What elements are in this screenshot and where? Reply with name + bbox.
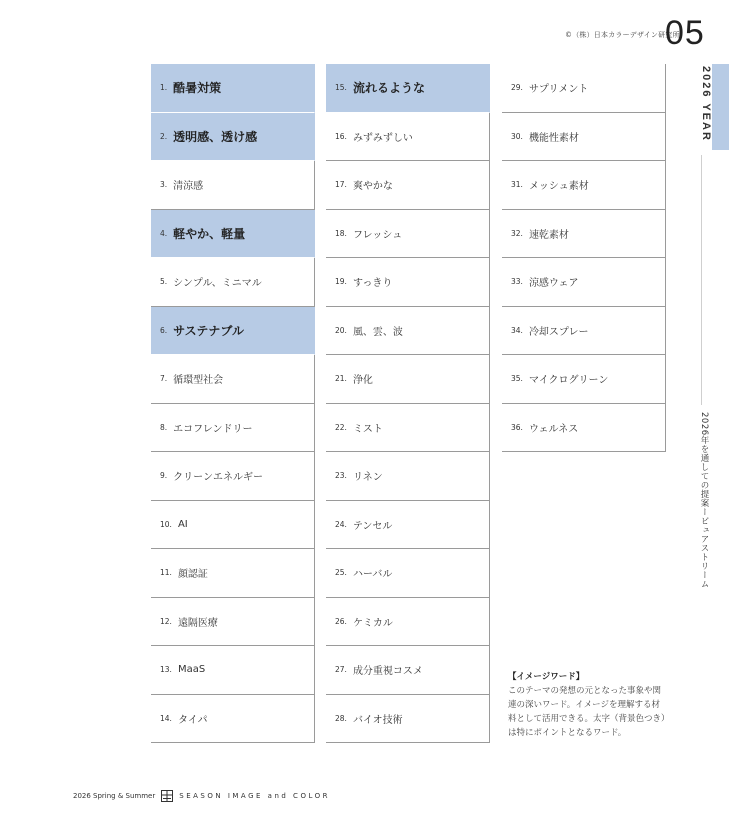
footer-season: 2026 Spring & Summer [73, 792, 156, 800]
word-label: タイパ [177, 714, 208, 726]
image-word-note [508, 670, 668, 740]
word-number: 31. [511, 180, 523, 190]
word-cell [326, 549, 490, 598]
word-label: ミスト [352, 423, 383, 435]
word-cell [502, 113, 666, 162]
word-number: 8. [160, 422, 168, 432]
word-column-2 [326, 64, 490, 743]
word-label: 遠隔医療 [177, 617, 218, 629]
word-column-3 [502, 64, 666, 452]
sidebar-divider [701, 155, 702, 405]
word-number: 1. [160, 83, 168, 93]
word-number: 30. [511, 131, 523, 141]
word-cell [502, 307, 666, 356]
word-number: 6. [160, 325, 168, 335]
word-cell [326, 161, 490, 210]
word-cell [502, 210, 666, 259]
note-title: 【イメージワード】 [508, 672, 585, 682]
word-number: 24. [335, 519, 347, 529]
word-label: 浄化 [352, 375, 373, 387]
footer [73, 790, 330, 802]
word-cell [326, 452, 490, 501]
word-cell [151, 355, 315, 404]
word-number: 25. [335, 568, 347, 578]
word-cell [502, 404, 666, 453]
word-label: ケミカル [352, 617, 393, 629]
word-label: リネン [352, 472, 383, 484]
word-label: 機能性素材 [528, 132, 579, 144]
word-label: エコフレンドリー [173, 423, 253, 435]
word-cell [326, 695, 490, 744]
word-number: 35. [511, 374, 523, 384]
word-cell [326, 598, 490, 647]
word-cell [151, 549, 315, 598]
word-cell [151, 404, 315, 453]
note-body: このテーマの発想の元となった事象や関連の深いワード。イメージを理解する材料として活用できる。太字（背景色つき）は特にポイントとなるワード。 [508, 686, 666, 738]
page-number: 05 [665, 14, 705, 52]
word-label: 風、雲、波 [352, 326, 403, 338]
word-cell [502, 355, 666, 404]
word-number: 4. [160, 228, 168, 238]
footer-brand: SEASON IMAGE and COLOR [179, 792, 330, 800]
word-label: ハーバル [352, 569, 393, 581]
word-number: 23. [335, 471, 347, 481]
word-cell [151, 646, 315, 695]
word-number: 36. [511, 422, 523, 432]
word-number: 22. [335, 422, 347, 432]
brand-logo-icon [161, 790, 173, 802]
word-cell [326, 113, 490, 162]
word-label: 循環型社会 [173, 375, 224, 387]
word-cell [151, 64, 315, 113]
word-cell [151, 307, 315, 356]
word-label: 涼感ウェア [528, 278, 579, 290]
word-label: 流れるような [352, 81, 425, 96]
word-number: 16. [335, 131, 347, 141]
word-cell [502, 161, 666, 210]
word-cell [151, 598, 315, 647]
year-label: 2026 YEAR [700, 66, 712, 142]
word-label: 速乾素材 [528, 229, 569, 241]
word-cell [326, 355, 490, 404]
word-number: 5. [160, 277, 168, 287]
word-label: 爽やかな [352, 181, 393, 193]
word-cell [502, 64, 666, 113]
word-label: サステナブル [173, 323, 244, 338]
word-number: 34. [511, 325, 523, 335]
word-number: 14. [160, 713, 172, 723]
word-cell [326, 64, 490, 113]
word-label: フレッシュ [352, 229, 403, 241]
word-cell [151, 501, 315, 550]
word-number: 18. [335, 228, 347, 238]
word-number: 15. [335, 83, 347, 93]
word-cell [326, 258, 490, 307]
word-cell [151, 452, 315, 501]
word-label: マイクログリーン [528, 375, 609, 387]
word-cell [151, 210, 315, 259]
word-cell [151, 113, 315, 162]
word-number: 13. [160, 665, 172, 675]
word-label: バイオ技術 [352, 714, 403, 726]
word-label: 顔認証 [177, 569, 208, 581]
word-number: 11. [160, 568, 172, 578]
word-label: シンプル、ミニマル [173, 278, 262, 290]
word-number: 12. [160, 616, 172, 626]
word-number: 17. [335, 180, 347, 190]
sidebar-title: 2026年を通しての提案ービュアストリーム [699, 412, 709, 589]
word-label: すっきり [352, 278, 393, 290]
word-number: 2. [160, 131, 168, 141]
word-label: メッシュ素材 [528, 181, 589, 193]
word-number: 26. [335, 616, 347, 626]
word-cell [326, 404, 490, 453]
word-number: 29. [511, 83, 523, 93]
word-label: サプリメント [528, 84, 589, 96]
copyright-text: ©（株）日本カラーデザイン研究所 [565, 31, 680, 39]
word-cell [151, 161, 315, 210]
word-number: 19. [335, 277, 347, 287]
word-label: みずみずしい [352, 132, 413, 144]
word-cell [326, 307, 490, 356]
word-number: 10. [160, 519, 172, 529]
word-label: 冷却スプレー [528, 326, 589, 338]
word-cell [326, 501, 490, 550]
word-label: 透明感、透け感 [173, 129, 258, 144]
word-number: 32. [511, 228, 523, 238]
word-number: 33. [511, 277, 523, 287]
word-label: テンセル [352, 520, 393, 532]
word-number: 28. [335, 713, 347, 723]
word-cell [326, 646, 490, 695]
word-label: 軽やか、軽量 [173, 226, 246, 241]
word-number: 27. [335, 665, 347, 675]
word-number: 7. [160, 374, 168, 384]
word-label: 清涼感 [173, 181, 204, 193]
word-cell [326, 210, 490, 259]
year-tab [712, 64, 729, 150]
word-label: MaaS [177, 664, 206, 676]
word-cell [151, 258, 315, 307]
word-cell [151, 695, 315, 744]
word-number: 3. [160, 180, 168, 190]
word-label: ウェルネス [528, 423, 579, 435]
word-label: AI [177, 518, 188, 530]
word-number: 20. [335, 325, 347, 335]
word-column-1 [151, 64, 315, 743]
word-number: 21. [335, 374, 347, 384]
word-cell [502, 258, 666, 307]
word-label: 酷暑対策 [173, 81, 222, 96]
word-label: 成分重視コスメ [352, 666, 423, 678]
word-label: クリーンエネルギー [173, 472, 263, 484]
word-number: 9. [160, 471, 168, 481]
